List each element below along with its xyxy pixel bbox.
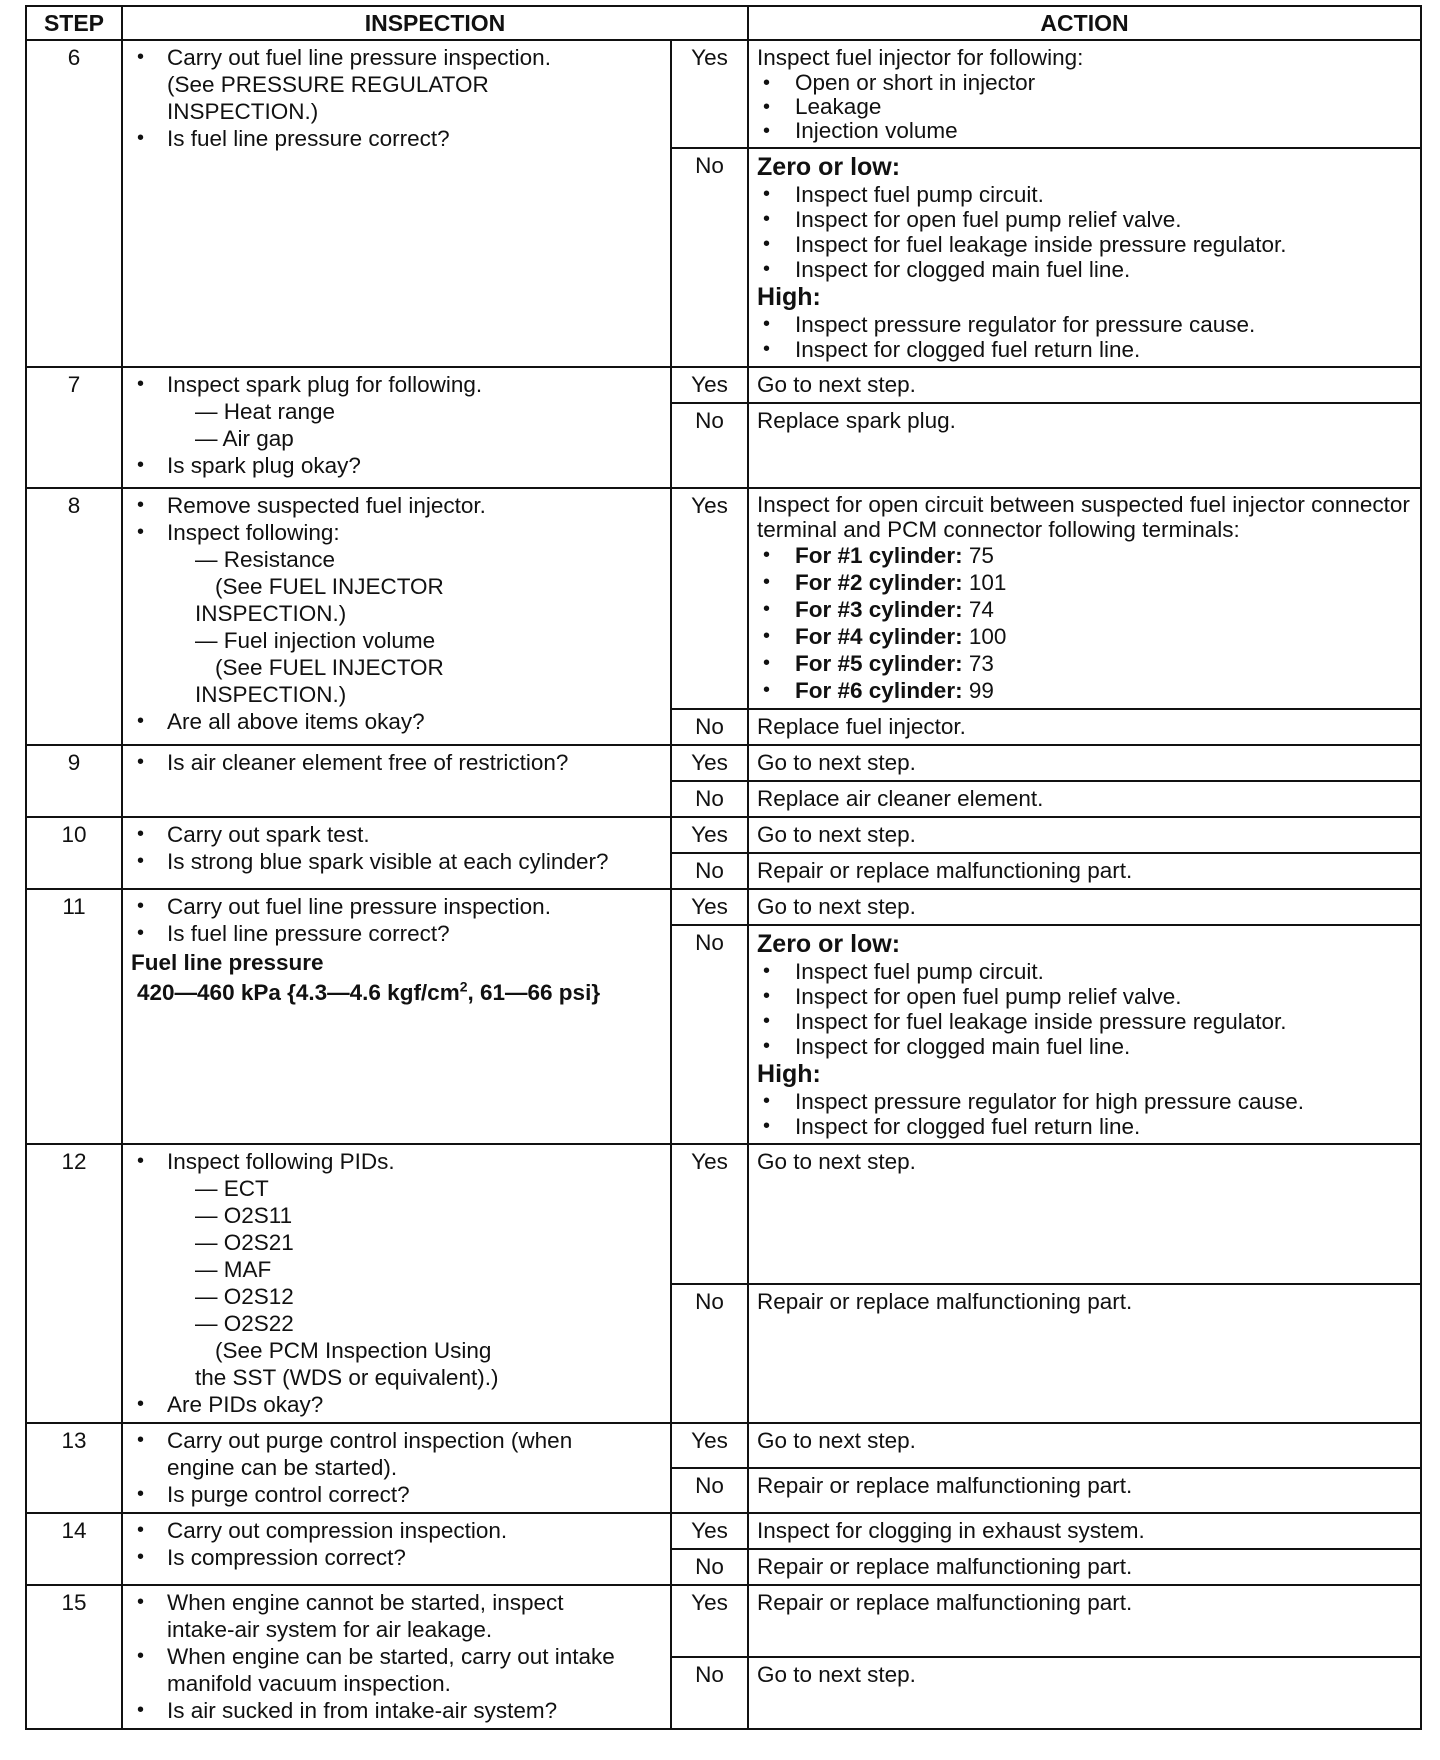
spec-value: 420—460 kPa {4.3—4.6 kgf/$cm^2$, 61—66 psi} [137,978,601,1005]
inspection-item: • Is air cleaner element free of restriction? [131,749,662,776]
high-heading: High: [757,1060,821,1088]
action-item: • For #2 cylinder: 101 [757,569,1412,596]
action-item: • Inspect for open fuel pump relief valve. [757,984,1412,1009]
action-item: • Inspect for fuel leakage inside pressure regulator. [757,232,1412,257]
action-item: • Inspect for clogged main fuel line. [757,1034,1412,1059]
table-row [26,488,1421,709]
inspection-cell [122,367,671,488]
action-item: • Inspect pressure regulator for high pressure cause. [757,1089,1412,1114]
no-action: Replace fuel injector. [748,709,1421,745]
no-action: Repair or replace malfunctioning part. [748,853,1421,889]
table-row [26,817,1421,853]
header-inspection: INSPECTION [122,6,748,40]
no-label: No [671,403,748,488]
inspection-cell [122,745,671,817]
yes-action: Go to next step. [748,1144,1421,1284]
table-row [26,40,1421,148]
yes-action: Go to next step. [748,745,1421,781]
action-item: • Open or short in injector [757,71,1412,95]
inspection-cell [122,40,671,367]
inspection-item: • Remove suspected fuel injector. [131,492,662,519]
inspection-item: • Is compression correct? [131,1544,662,1571]
action-item: • Inspect for clogged main fuel line. [757,257,1412,282]
yes-action: Inspect for clogging in exhaust system. [748,1513,1421,1549]
step-number: 15 [26,1585,122,1729]
yes-action: Go to next step. [748,1423,1421,1468]
spec-title: Fuel line pressure [131,950,324,975]
action-item: • Inspect for clogged fuel return line. [757,337,1412,362]
inspection-item: • When engine can be started, carry out intake manifold vacuum inspection. [131,1643,662,1697]
inspection-item: • Carry out fuel line pressure inspection. (See PRESSURE REGULATOR INSPECTION.) [131,44,662,125]
zero-or-low-heading: Zero or low: [757,930,901,958]
yes-label: Yes [671,817,748,853]
action-item: • Injection volume [757,119,1412,143]
inspection-item: • Carry out compression inspection. [131,1517,662,1544]
no-action: Replace spark plug. [748,403,1421,488]
action-item: • Inspect fuel pump circuit. [757,182,1412,207]
inspection-item: • Is fuel line pressure correct? [131,920,662,947]
no-label: No [671,148,748,367]
high-heading: High: [757,283,821,311]
action-item: • For #5 cylinder: 73 [757,650,1412,677]
no-action [748,925,1421,1144]
action-intro: Inspect for open circuit between suspected fuel injector connector terminal and PCM connector following terminals: [757,492,1410,542]
action-item: • Inspect fuel pump circuit. [757,959,1412,984]
yes-label: Yes [671,1585,748,1657]
inspection-item: • Is air sucked in from intake-air system? [131,1697,662,1724]
step-number: 12 [26,1144,122,1423]
header-step: STEP [26,6,122,40]
table-row [26,745,1421,781]
action-item: • For #1 cylinder: 75 [757,542,1412,569]
inspection-item: • Carry out purge control inspection (when engine can be started). [131,1427,662,1481]
yes-action: Go to next step. [748,817,1421,853]
no-label: No [671,1657,748,1729]
yes-action: Go to next step. [748,367,1421,403]
table-row [26,1585,1421,1657]
no-action [748,148,1421,367]
yes-label: Yes [671,1513,748,1549]
inspection-cell [122,1144,671,1423]
inspection-item: • Is fuel line pressure correct? [131,125,662,152]
step-number: 13 [26,1423,122,1513]
inspection-item: • Inspect following: — Resistance (See FUEL INJECTOR INSPECTION.) — Fuel injection volume (See FUEL INJECTOR INSPECTION.) [131,519,662,708]
step-number: 10 [26,817,122,889]
inspection-item: • Inspect spark plug for following. — Heat range — Air gap [131,371,662,452]
inspection-item: • Are PIDs okay? [131,1391,662,1418]
inspection-cell [122,488,671,745]
table-row [26,1144,1421,1284]
action-item: • For #6 cylinder: 99 [757,677,1412,704]
no-action: Go to next step. [748,1657,1421,1729]
step-number: 6 [26,40,122,367]
header-action: ACTION [748,6,1421,40]
action-item: • Leakage [757,95,1412,119]
header-row [26,6,1421,40]
no-label: No [671,925,748,1144]
inspection-item: • Carry out spark test. [131,821,662,848]
no-label: No [671,781,748,817]
yes-label: Yes [671,1144,748,1284]
no-label: No [671,1468,748,1513]
inspection-item: • Is strong blue spark visible at each cylinder? [131,848,662,875]
step-number: 7 [26,367,122,488]
action-item: • Inspect for fuel leakage inside pressure regulator. [757,1009,1412,1034]
inspection-item: • When engine cannot be started, inspect intake-air system for air leakage. [131,1589,662,1643]
no-label: No [671,853,748,889]
inspection-item: • Is purge control correct? [131,1481,662,1508]
yes-action [748,40,1421,148]
yes-action [748,488,1421,709]
no-label: No [671,709,748,745]
table-row [26,367,1421,403]
action-intro: Inspect fuel injector for following: [757,45,1084,70]
action-item: • For #3 cylinder: 74 [757,596,1412,623]
inspection-item: • Is spark plug okay? [131,452,662,479]
inspection-item: • Inspect following PIDs. — ECT — O2S11 — O2S21 — MAF — O2S12 — O2S22 (See PCM Inspection Using the SST (WDS or equivalent).) [131,1148,662,1391]
yes-label: Yes [671,745,748,781]
yes-label: Yes [671,1423,748,1468]
zero-or-low-heading: Zero or low: [757,153,901,181]
inspection-cell [122,817,671,889]
inspection-item: • Are all above items okay? [131,708,662,735]
inspection-cell [122,1513,671,1585]
inspection-item: • Carry out fuel line pressure inspection. [131,893,662,920]
no-action: Repair or replace malfunctioning part. [748,1549,1421,1585]
yes-action: Repair or replace malfunctioning part. [748,1585,1421,1657]
step-number: 11 [26,889,122,1144]
inspection-cell [122,889,671,1144]
table-row [26,1423,1421,1468]
yes-label: Yes [671,367,748,403]
diagnostic-procedure-page [25,5,1420,1730]
yes-label: Yes [671,488,748,709]
yes-label: Yes [671,40,748,148]
no-action: Replace air cleaner element. [748,781,1421,817]
inspection-cell [122,1423,671,1513]
diagnostic-table [25,5,1422,1730]
action-item: • For #4 cylinder: 100 [757,623,1412,650]
table-row [26,889,1421,925]
action-item: • Inspect for open fuel pump relief valve. [757,207,1412,232]
no-label: No [671,1284,748,1424]
yes-label: Yes [671,889,748,925]
yes-action: Go to next step. [748,889,1421,925]
action-item: • Inspect for clogged fuel return line. [757,1114,1412,1139]
step-number: 9 [26,745,122,817]
table-row [26,1513,1421,1549]
inspection-cell [122,1585,671,1729]
step-number: 14 [26,1513,122,1585]
no-action: Repair or replace malfunctioning part. [748,1284,1421,1424]
action-item: • Inspect pressure regulator for pressure cause. [757,312,1412,337]
no-action: Repair or replace malfunctioning part. [748,1468,1421,1513]
no-label: No [671,1549,748,1585]
step-number: 8 [26,488,122,745]
